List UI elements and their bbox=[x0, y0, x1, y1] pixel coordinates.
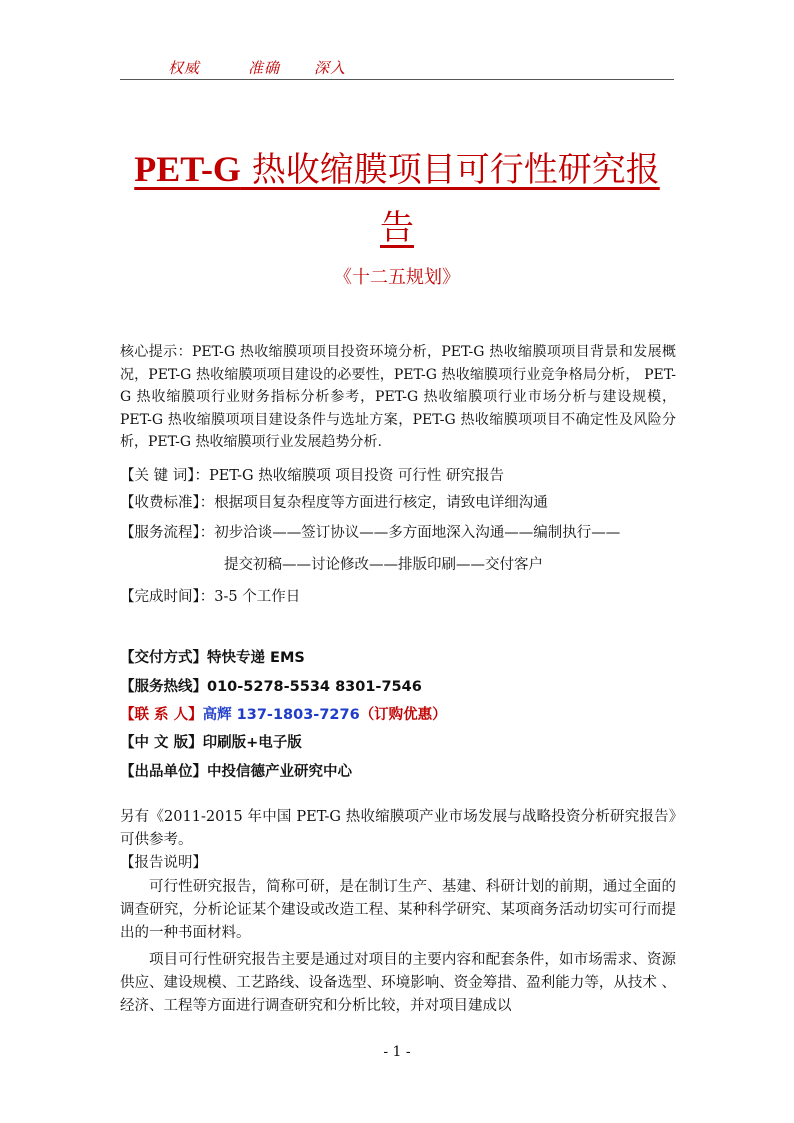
header-divider bbox=[120, 79, 674, 80]
body-paragraph-2: 项目可行性研究报告主要是通过对项目的主要内容和配套条件，如市场需求、资源供应、建设规模、工艺路线、设备选型、环境影响、资金筹措、盈利能力等，从技术 、经济、工程等方面进行调查研究和分析比较，并对项目建成以 bbox=[120, 952, 676, 1014]
hotline-value: 010-5278-5534 8301-7546 bbox=[207, 679, 422, 695]
publisher-row bbox=[120, 761, 676, 783]
document-title bbox=[120, 140, 674, 257]
title-latin-part: PET-G bbox=[134, 149, 241, 189]
version-value: 印刷版+电子版 bbox=[202, 735, 302, 751]
header-tagline bbox=[168, 57, 346, 78]
hotline-row bbox=[120, 676, 676, 698]
page-number: - 1 - bbox=[383, 1044, 411, 1060]
header-tag-authority: 权威 bbox=[168, 59, 201, 77]
abstract-paragraph: 核心提示：PET-G 热收缩膜项项目投资环境分析，PET-G 热收缩膜项项目背景和发展概况，PET-G 热收缩膜项项目建设的必要性，PET-G 热收缩膜项行业竞争格局分析， PET-G 热收缩膜项行业财务指标分析参考，PET-G 热收缩膜项行业市场分析与建设规模，PET-G 热收缩膜项项目建设条件与选址方案，PET-G 热收缩膜项项目不确定性及风险分析，PET-G 热收缩膜项行业发展趋势分析. bbox=[120, 344, 676, 450]
process-label: 【服务流程】： bbox=[120, 525, 215, 541]
process-line-2: 提交初稿——讨论修改——排版印刷——交付客户 bbox=[224, 557, 543, 573]
delivery-label: 【交付方式】 bbox=[120, 650, 207, 666]
time-value: 3-5 个工作日 bbox=[214, 589, 301, 605]
process-row bbox=[120, 522, 676, 544]
delivery-row bbox=[120, 647, 676, 669]
document-subtitle: 《十二五规划》 bbox=[334, 267, 460, 288]
section-heading-report-notes: 【报告说明】 bbox=[120, 855, 207, 871]
header-tag-accuracy: 准确 bbox=[248, 59, 281, 77]
contact-person-note: （订购优惠） bbox=[359, 707, 447, 723]
publisher-value: 中投信德产业研究中心 bbox=[207, 764, 352, 780]
version-label: 【中 文 版】 bbox=[120, 735, 203, 751]
fee-label: 【收费标准】： bbox=[120, 495, 215, 511]
also-available-note: 另有《2011-2015 年中国 PET-G 热收缩膜项产业市场发展与战略投资分析研究报告》可供参考。 bbox=[120, 809, 676, 848]
time-label: 【完成时间】： bbox=[120, 589, 215, 605]
header-tag-depth: 深入 bbox=[314, 59, 347, 77]
contact-person-label: 【联 系 人】 bbox=[120, 707, 203, 723]
process-line-1: 初步洽谈——签订协议——多方面地深入沟通——编制执行—— bbox=[214, 525, 621, 541]
fee-row bbox=[120, 492, 676, 514]
keywords-value: PET-G 热收缩膜项 项目投资 可行性 研究报告 bbox=[208, 468, 505, 484]
publisher-label: 【出品单位】 bbox=[120, 764, 207, 780]
time-row bbox=[120, 586, 676, 608]
contact-person-value: 高辉 137-1803-7276 bbox=[202, 707, 360, 723]
version-row bbox=[120, 732, 676, 754]
contact-person-row bbox=[120, 704, 676, 726]
keywords-row bbox=[120, 465, 676, 487]
keywords-label: 【关 键 词】： bbox=[120, 468, 209, 484]
hotline-label: 【服务热线】 bbox=[120, 679, 207, 695]
title-chinese-part: 热收缩膜项目可行性研究报告 bbox=[240, 150, 660, 248]
fee-value: 根据项目复杂程度等方面进行核定，请致电详细沟通 bbox=[214, 495, 548, 511]
delivery-value: 特快专递 EMS bbox=[207, 650, 305, 666]
body-paragraph-1: 可行性研究报告，简称可研，是在制订生产、基建、科研计划的前期，通过全面的调查研究，分析论证某个建设或改造工程、某种科学研究、某项商务活动切实可行而提出的一种书面材料。 bbox=[120, 879, 676, 941]
